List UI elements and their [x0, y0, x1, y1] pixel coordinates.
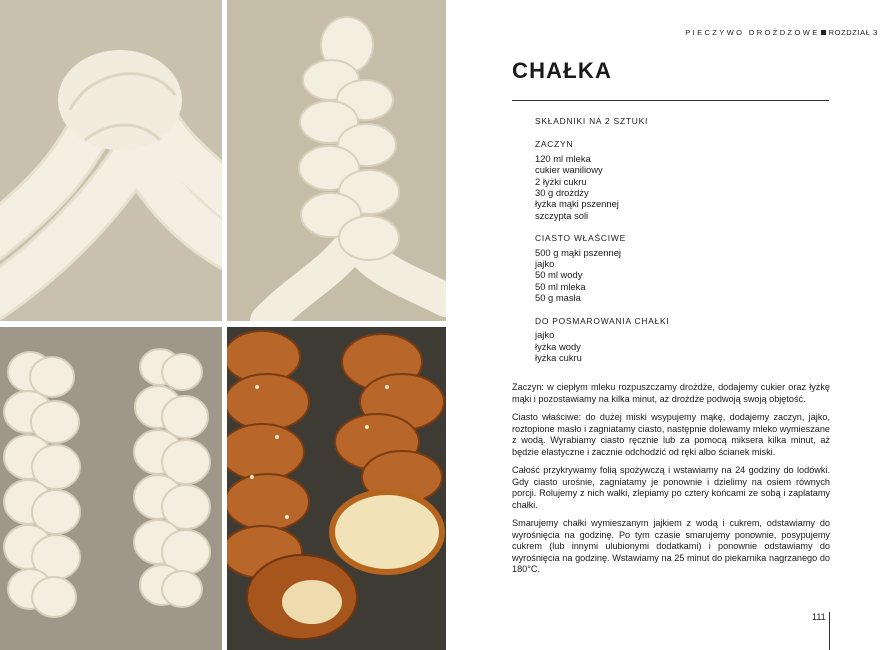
ingredient-item: cukier waniliowy: [535, 164, 603, 176]
ingredients-block: [535, 116, 795, 363]
ingredient-item: 50 ml mleka: [535, 280, 586, 292]
photo-baked-challah: [227, 327, 446, 650]
ingredient-list: [535, 247, 795, 304]
page-number: 111: [812, 612, 826, 622]
ingredient-section-title: CIASTO WŁAŚCIWE: [535, 233, 626, 244]
square-bullet-icon: [821, 30, 826, 35]
ingredient-item: jajko: [535, 258, 555, 270]
photo-braid-raw-long: [227, 0, 446, 321]
method-paragraph: Całość przykrywamy folią spożywczą i wstawiamy na 24 godziny do lodówki. Gdy ciasto urośnie, zagniatamy je ponownie i dzielimy na osiem równych porcji. Rolujemy z nich wałki, zlepiamy po cztery końcami ze sobą i zaplatamy chałki.: [512, 465, 830, 510]
ingredient-item: 500 g mąki pszennej: [535, 246, 621, 258]
ingredient-item: 50 ml wody: [535, 269, 583, 281]
ingredient-item: 2 łyżki cukru: [535, 175, 587, 187]
method-text: [512, 382, 830, 583]
ingredient-section-ciasto: [535, 233, 795, 303]
recipe-title: CHAŁKA: [512, 58, 613, 83]
ingredient-item: szczypta soli: [535, 209, 589, 221]
running-header-section: PIECZYWO DROŻDŻOWE: [685, 28, 820, 37]
ingredient-item: łyżka mąki pszennej: [535, 198, 619, 210]
ingredients-heading: SKŁADNIKI NA 2 SZTUKI: [535, 116, 649, 126]
ingredient-section-glaze: [535, 316, 795, 364]
title-divider: [512, 100, 829, 101]
method-paragraph: Smarujemy chałki wymieszanym jajkiem z wodą i cukrem, odstawiamy do wyrośnięcia na godzinę. Po tym czasie smarujemy ponownie, posypujemy cukrem (lub innymi ulubionymi dodatkami) i ponownie odstawiamy do wyrośnięcia na godzinę. Wstawiamy na 25 minut do piekarnika nagrzanego do 180°C.: [512, 518, 830, 574]
running-header: [685, 28, 878, 37]
ingredient-item: jajko: [535, 329, 555, 341]
photo-braiding-start: [0, 0, 222, 321]
ingredient-item: 50 g masła: [535, 292, 581, 304]
ingredient-list: [535, 329, 795, 363]
ingredient-item: 120 ml mleka: [535, 152, 591, 164]
ingredient-section-title: ZACZYN: [535, 139, 574, 150]
ingredient-list: [535, 153, 795, 221]
ingredient-item: 30 g drożdży: [535, 187, 589, 199]
ingredient-section-title: DO POSMAROWANIA CHAŁKI: [535, 315, 670, 326]
ingredient-item: łyżka wody: [535, 340, 581, 352]
running-header-chapter: ROZDZIAŁ 3: [828, 28, 878, 37]
photo-two-raw-braids: [0, 327, 222, 650]
method-paragraph: Ciasto właściwe: do dużej miski wsypujemy mąkę, dodajemy zaczyn, jajko, roztopione masło i zagniatamy ciasto, następnie dolewamy mleko wymieszane z wodą. Wyrabiamy ciasto ręcznie lub za pomocą miksera kilka minut, aż będzie elastyczne i zacznie odchodzić od ręki albo ścianek miski.: [512, 412, 830, 457]
ingredient-item: łyżka cukru: [535, 351, 582, 363]
ingredient-section-zaczyn: [535, 139, 795, 221]
page-number-rule: [829, 612, 830, 650]
method-paragraph: Zaczyn: w ciepłym mleku rozpuszczamy drożdże, dodajemy cukier oraz łyżkę mąki i pozostawiamy na kilka minut, aż drożdże podwoją swoją objętość.: [512, 382, 830, 404]
